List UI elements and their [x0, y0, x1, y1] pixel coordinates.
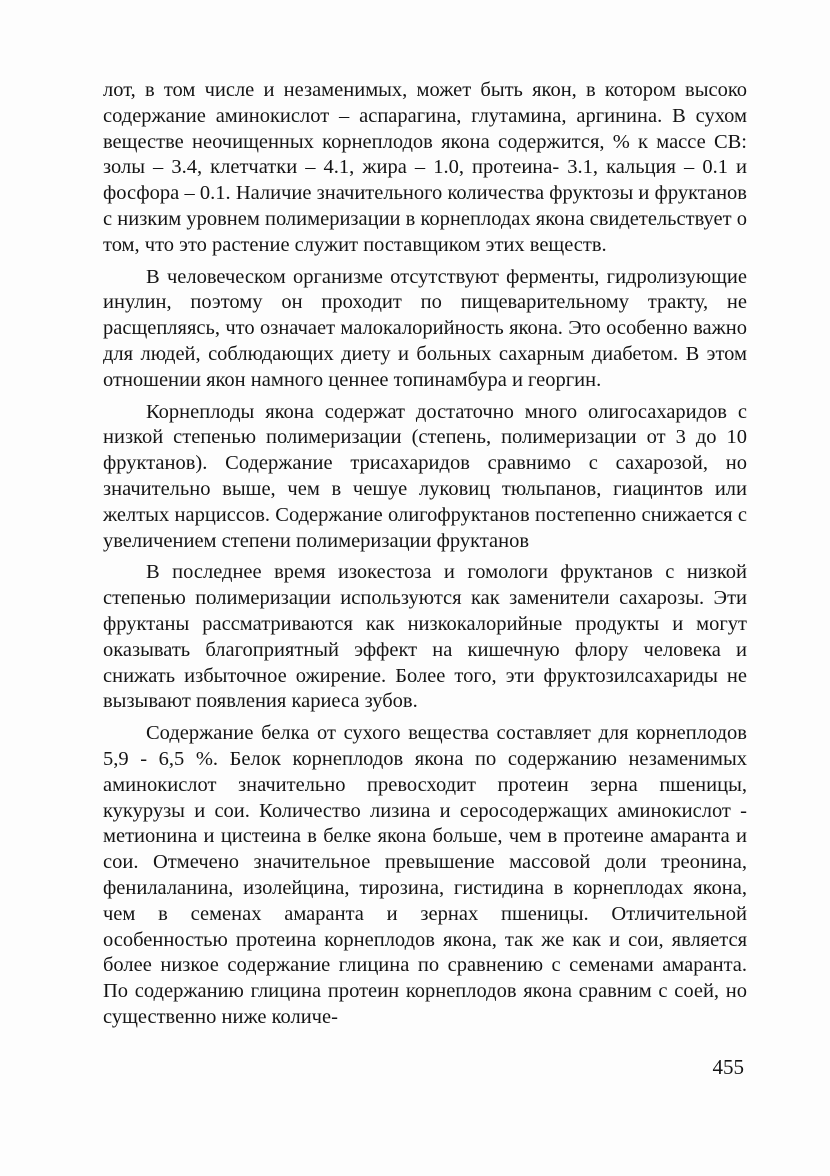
- page-number: 455: [712, 1055, 744, 1079]
- paragraph-protein: Содержание белка от сухого вещества составляет для корнеплодов 5,9 - 6,5 %. Белок корнеплодов якона по содержанию незаменимых аминокислот значительно превосходит протеин зерна пшеницы, кукурузы и сои. Количество лизина и серосодержащих аминокислот - метионина и цистеина в белке якона больше, чем в протеине амаранта и сои. Отмечено значительное превышение массовой доли треонина, фенилаланина, изолейцина, тирозина, гистидина в корнеплодах якона, чем в семенах амаранта и зернах пшеницы. Отличительной особенностью протеина корнеплодов якона, так же как и сои, является более низкое содержание глицина по сравнению с семенами амаранта. По содержанию глицина протеин корнеплодов якона сравним с соей, но существенно ниже количе-: [103, 722, 747, 1028]
- paragraph-oligosaccharides: Корнеплоды якона содержат достаточно много олигосахаридов с низкой степенью полимеризации (степень, полимеризации от 3 до 10 фруктанов). Содержание трисахаридов сравнимо с сахарозой, но значительно выше, чем в чешуе луковиц тюльпанов, гиацинтов или желтых нарциссов. Содержание олигофруктанов постепенно снижается с увеличением степени полимеризации фруктанов: [103, 400, 747, 552]
- paragraph-sugar-substitutes: В последнее время изокестоза и гомологи фруктанов с низкой степенью полимеризации используются как заменители сахарозы. Эти фруктаны рассматриваются как низкокалорийные продукты и могут оказывать благоприятный эффект на кишечную флору человека и снижать избыточное ожирение. Более того, эти фруктозилсахариды не вызывают появления кариеса зубов.: [103, 561, 747, 713]
- paragraph-inulin: В человеческом организме отсутствуют ферменты, гидролизующие инулин, поэтому он проходит по пищеварительному тракту, не расщепляясь, что означает малокалорийность якона. Это особенно важно для людей, соблюдающих диету и больных сахарным диабетом. В этом отношении якон намного ценнее топинамбура и георгин.: [103, 265, 747, 391]
- page-body-text: [103, 78, 747, 1031]
- paragraph-continuation: лот, в том числе и незаменимых, может быть якон, в котором высоко содержание аминокислот – аспарагина, глутамина, аргинина. В сухом веществе неочищенных корнеплодов якона содержится, % к массе СВ: золы – 3.4, клетчатки – 4.1, жира – 1.0, протеина- 3.1, кальция – 0.1 и фосфора – 0.1. Наличие значительного количества фруктозы и фруктанов с низким уровнем полимеризации в корнеплодах якона свидетельствует о том, что это растение служит поставщиком этих веществ.: [103, 79, 747, 256]
